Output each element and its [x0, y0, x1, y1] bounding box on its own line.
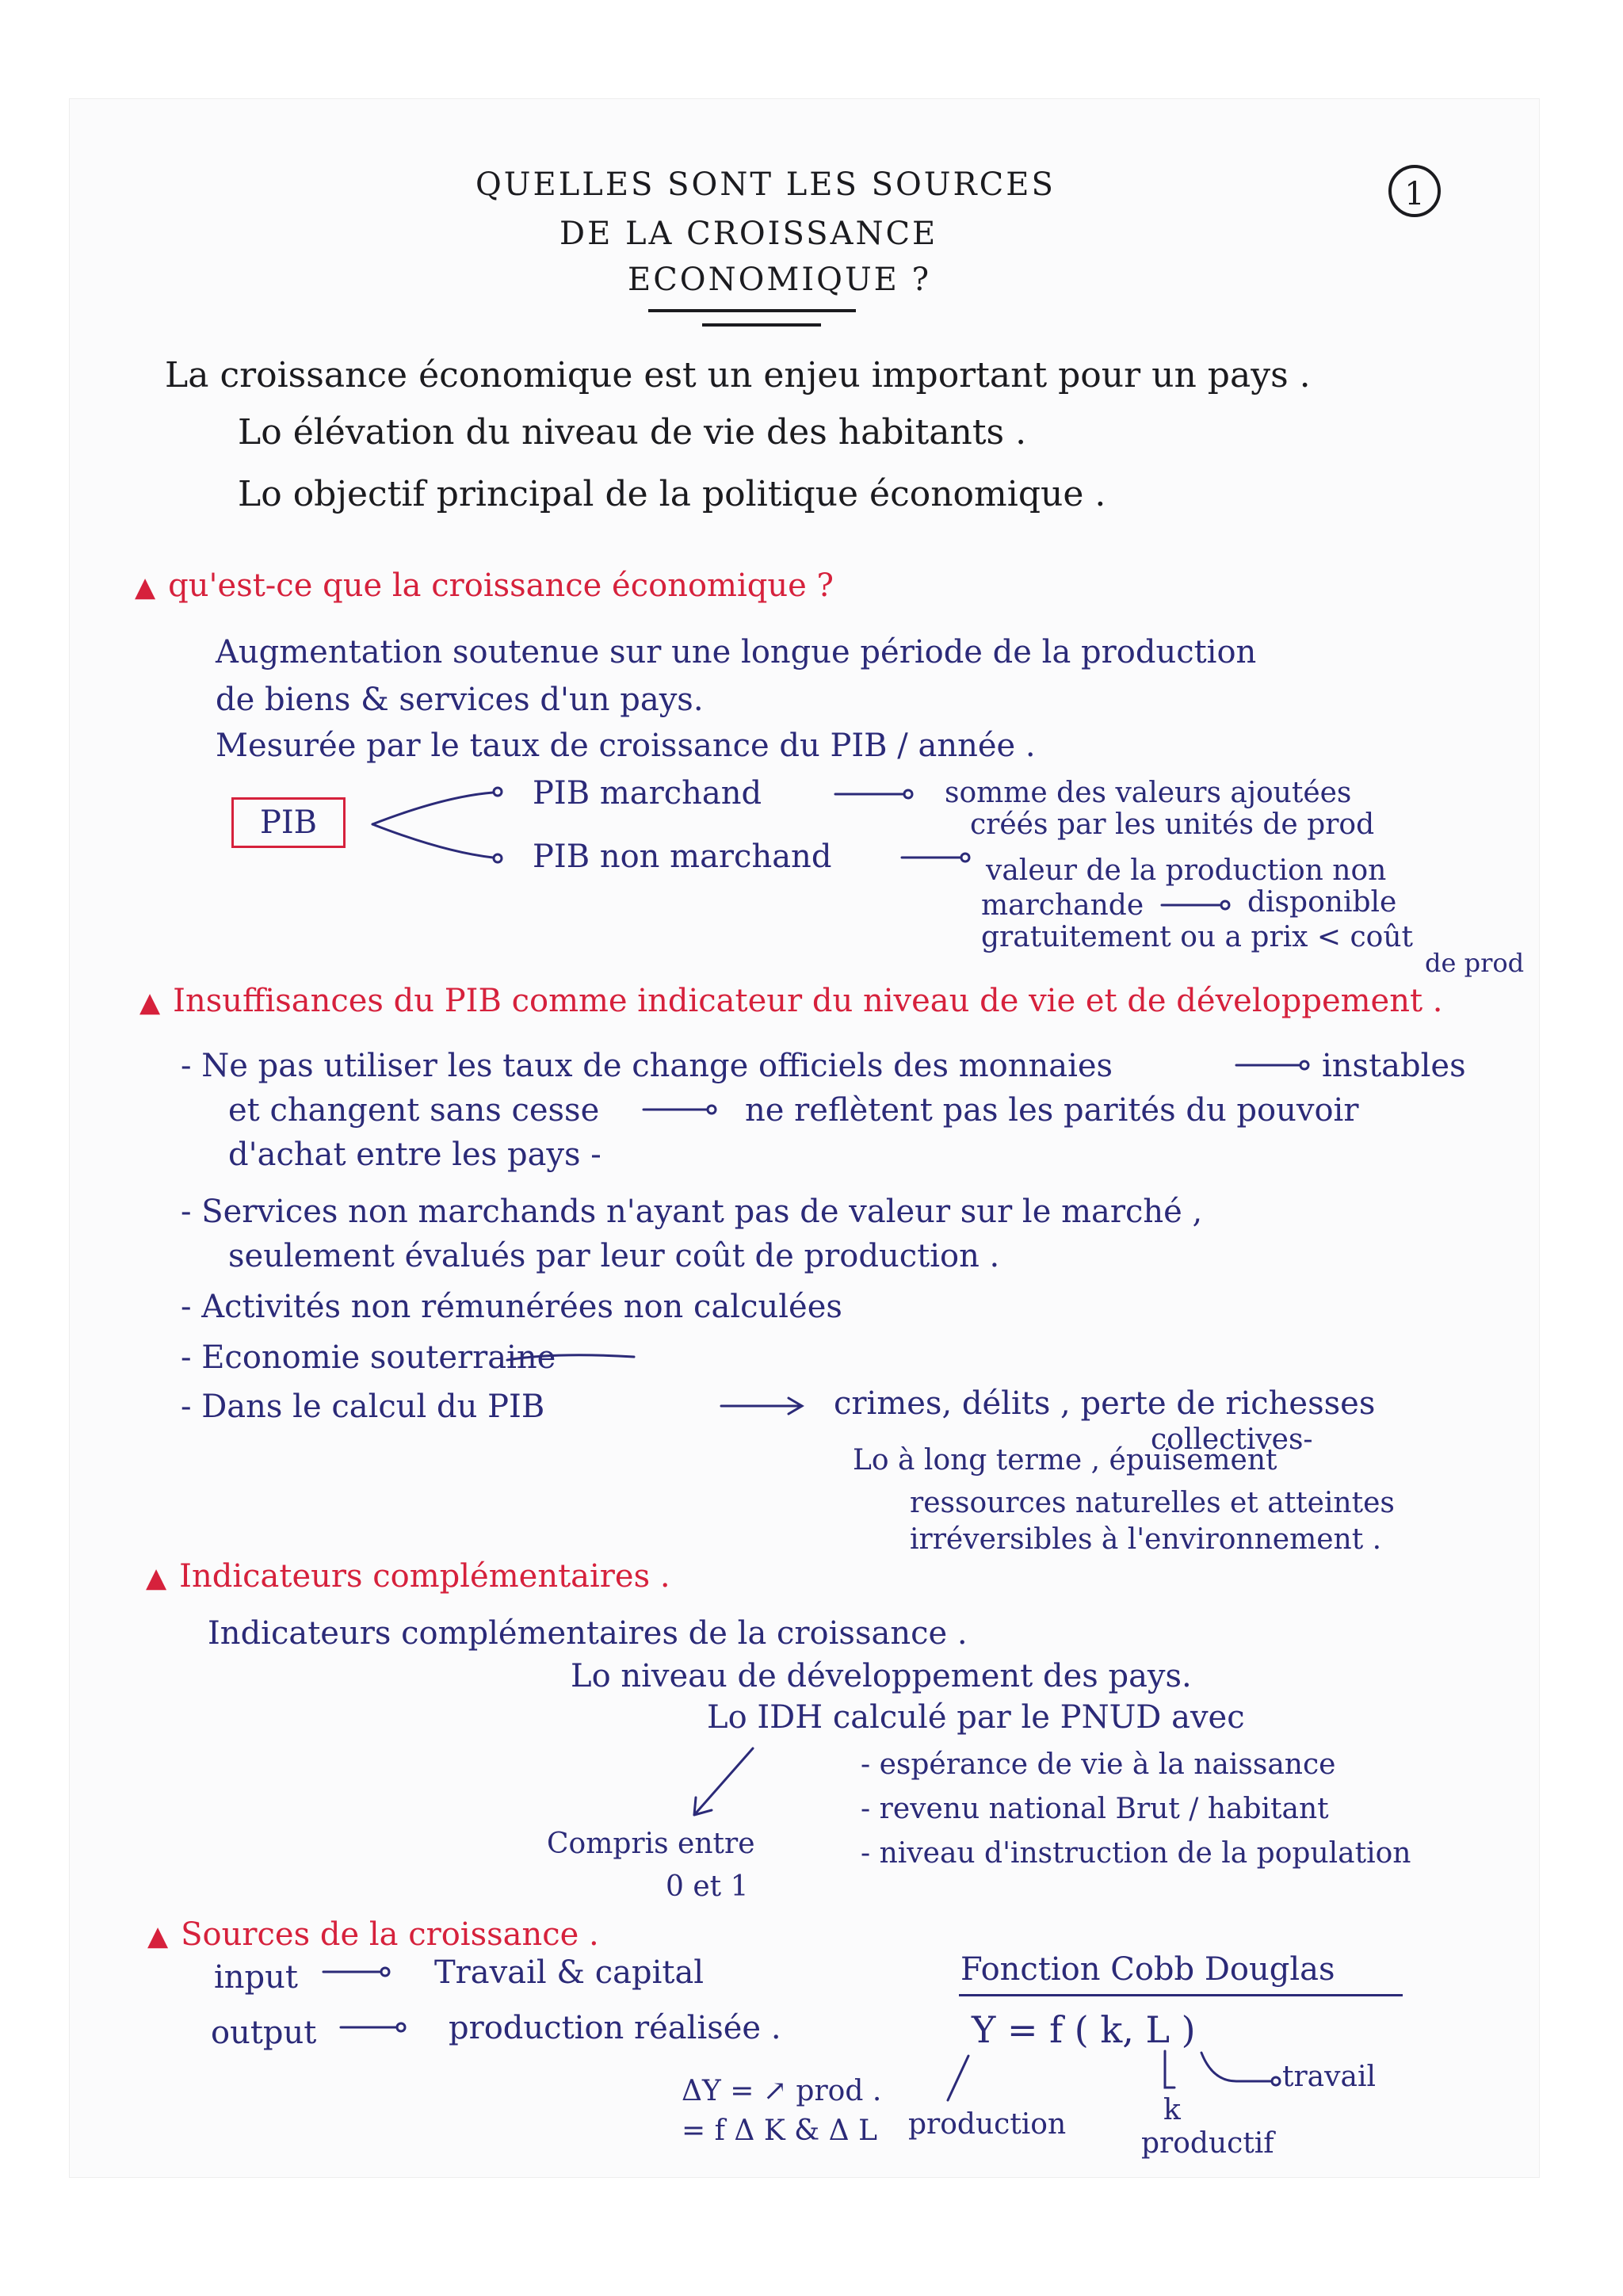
- pib-marchand-desc-1: somme des valeurs ajoutées: [945, 777, 1352, 809]
- definition-heading-text: qu'est-ce que la croissance économique ?: [168, 567, 834, 604]
- insuff-b1-l1: Ne pas utiliser les taux de change officiels des monnaies: [201, 1048, 1113, 1084]
- idh-range-1: Compris entre: [547, 1828, 755, 1860]
- insuff-b1-l2: et changent sans cesse: [228, 1092, 600, 1129]
- title-underline: [648, 309, 856, 312]
- page-number: [1388, 165, 1441, 217]
- sources-heading-text: Sources de la croissance .: [181, 1916, 599, 1953]
- insuff-bullet-4: - Economie souterraine: [181, 1339, 556, 1376]
- indicateurs-line-3: Lo IDH calculé par le PNUD avec: [707, 1699, 1245, 1736]
- section-heading-indicateurs: [146, 1558, 670, 1595]
- idh-item-1: - espérance de vie à la naissance: [861, 1748, 1336, 1781]
- delta-line-2: = f Δ K & Δ L: [682, 2115, 877, 2147]
- input-value: Travail & capital: [434, 1954, 705, 1991]
- cobb-douglas-title: Fonction Cobb Douglas: [960, 1951, 1335, 1988]
- intro-line-1: La croissance économique est un enjeu important pour un pays .: [165, 355, 1311, 395]
- idh-range-2: 0 et 1: [666, 1870, 749, 1903]
- pib-non-marchand-desc-4: gratuitement ou a prix < coût: [981, 921, 1414, 953]
- insuff-b5-l3: Lo à long terme , épuisement: [853, 1444, 1277, 1477]
- pib-marchand-desc-2: créés par les unités de prod: [970, 808, 1375, 841]
- pib-non-marchand-desc-2: marchande: [981, 889, 1144, 922]
- triangle-bullet-icon: ▲: [147, 1920, 169, 1952]
- pib-non-marchand-desc-1: valeur de la production non: [986, 854, 1387, 887]
- intro-line-2: Lo élévation du niveau de vie des habitants .: [238, 412, 1027, 453]
- pib-box-label: PIB: [259, 804, 318, 841]
- triangle-bullet-icon: ▲: [135, 571, 156, 603]
- insuff-b3: Activités non rémunérées non calculées: [201, 1289, 842, 1325]
- label-productif: productif: [1141, 2127, 1274, 2160]
- idh-item-2: - revenu national Brut / habitant: [861, 1793, 1329, 1825]
- insuffisances-heading-text: Insuffisances du PIB comme indicateur du niveau de vie et de développement .: [173, 983, 1443, 1019]
- pib-non-marchand-desc-5: de prod: [1425, 948, 1525, 978]
- section-heading-sources: [147, 1916, 599, 1953]
- output-value: production réalisée .: [449, 2010, 781, 2046]
- title-line-3: ECONOMIQUE ?: [628, 262, 932, 298]
- insuff-b5-l5: irréversibles à l'environnement .: [910, 1523, 1382, 1556]
- section-heading-definition: [135, 567, 834, 604]
- insuff-bullet-1-line-1: - Ne pas utiliser les taux de change officiels des monnaies: [181, 1048, 1113, 1084]
- output-label: output: [211, 2015, 317, 2051]
- indicateurs-line-1: Indicateurs complémentaires de la croissance .: [208, 1615, 968, 1652]
- triangle-bullet-icon: ▲: [146, 1562, 167, 1594]
- section-heading-insuffisances: [139, 983, 1442, 1019]
- insuff-b1-instables: instables: [1322, 1048, 1466, 1084]
- pib-non-marchand-desc-3: disponible: [1247, 886, 1397, 919]
- pib-non-marchand: PIB non marchand: [533, 839, 832, 875]
- intro-line-3: Lo objectif principal de la politique économique .: [238, 474, 1106, 514]
- insuff-b1-l3: d'achat entre les pays -: [228, 1137, 601, 1173]
- page-number-value: 1: [1404, 176, 1425, 212]
- input-label: input: [214, 1959, 298, 1996]
- insuff-b5-l1: Dans le calcul du PIB: [201, 1389, 545, 1425]
- insuff-bullet-3: - Activités non rémunérées non calculées: [181, 1289, 842, 1325]
- definition-line-2: de biens & services d'un pays.: [216, 682, 704, 718]
- insuff-b2-l2: seulement évalués par leur coût de production .: [228, 1238, 1000, 1274]
- indicateurs-heading-text: Indicateurs complémentaires .: [179, 1558, 670, 1595]
- label-k: k: [1163, 2094, 1181, 2126]
- label-production: production: [908, 2108, 1067, 2141]
- insuff-b4: Economie souterraine: [201, 1339, 556, 1376]
- pib-marchand: PIB marchand: [533, 775, 762, 812]
- insuff-b2-l1: Services non marchands n'ayant pas de valeur sur le marché ,: [201, 1194, 1203, 1230]
- insuff-b5-l2: collectives-: [1151, 1423, 1313, 1456]
- delta-line-1: ΔY = ↗ prod .: [682, 2075, 882, 2107]
- insuff-b1-l2b: ne reflètent pas les parités du pouvoir: [745, 1092, 1359, 1129]
- title-underline-2: [702, 323, 821, 327]
- label-travail: travail: [1282, 2061, 1376, 2093]
- idh-item-3: - niveau d'instruction de la population: [861, 1837, 1411, 1870]
- title-line-2: DE LA CROISSANCE: [559, 216, 938, 252]
- insuff-bullet-2-line-1: - Services non marchands n'ayant pas de valeur sur le marché ,: [181, 1194, 1203, 1230]
- definition-line-3: Mesurée par le taux de croissance du PIB / année .: [216, 728, 1036, 764]
- insuff-b5-l4: ressources naturelles et atteintes: [910, 1487, 1395, 1519]
- indicateurs-line-2: Lo niveau de développement des pays.: [571, 1658, 1192, 1694]
- insuff-b5-l1b: crimes, délits , perte de richesses: [834, 1385, 1376, 1422]
- insuff-bullet-5-line-1: - Dans le calcul du PIB: [181, 1389, 545, 1425]
- triangle-bullet-icon: ▲: [139, 987, 161, 1018]
- cobb-douglas-underline: [959, 1994, 1403, 1996]
- title-line-1: QUELLES SONT LES SOURCES: [475, 166, 1056, 203]
- definition-line-1: Augmentation soutenue sur une longue période de la production: [216, 634, 1257, 670]
- pib-box: [231, 797, 346, 848]
- cobb-douglas-formula: Y = f ( k, L ): [972, 2008, 1196, 2051]
